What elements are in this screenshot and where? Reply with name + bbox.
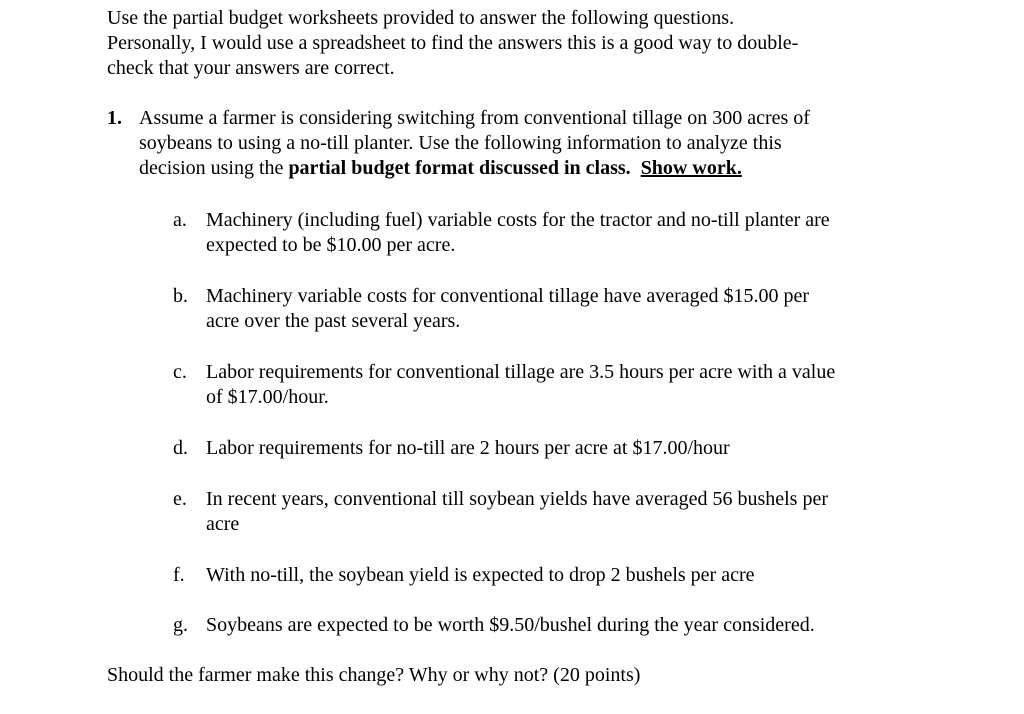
item-letter: e. [173, 488, 187, 510]
intro-line-2: Personally, I would use a spreadsheet to find the answers this is a good way to double- [107, 32, 799, 54]
item-letter: c. [173, 361, 187, 383]
show-work-note: Show work. [640, 157, 742, 179]
question-line-3 [139, 156, 899, 181]
item-text [206, 360, 906, 410]
intro-line-3: check that your answers are correct. [107, 57, 395, 79]
item-line-2: acre over the past several years. [206, 310, 461, 332]
item-letter: d. [173, 437, 188, 459]
closing-question: Should the farmer make this change? Why or why not? (20 points) [107, 664, 641, 686]
item-text [206, 436, 906, 461]
item-line-1: Labor requirements for conventional tillage are 3.5 hours per acre with a value [206, 361, 836, 383]
item-line-1: Soybeans are expected to be worth $9.50/bushel during the year considered. [206, 614, 815, 636]
item-letter: a. [173, 209, 187, 231]
question-line-3-plain: decision using the [139, 157, 289, 179]
item-text [206, 563, 906, 588]
question-emphasis: partial budget format discussed in class. [288, 157, 631, 179]
item-line-2: acre [206, 513, 240, 535]
item-line-2: of $17.00/hour. [206, 386, 329, 408]
question-line-1: Assume a farmer is considering switching from conventional tillage on 300 acres of [139, 107, 810, 129]
item-text [206, 487, 906, 537]
question-spacer [631, 157, 641, 179]
intro-paragraph [107, 6, 907, 81]
item-letter: g. [173, 614, 188, 636]
item-text [206, 208, 906, 258]
intro-line-1: Use the partial budget worksheets provided to answer the following questions. [107, 7, 735, 29]
question-line-2: soybeans to using a no-till planter. Use the following information to analyze this [139, 132, 782, 154]
item-line-2: expected to be $10.00 per acre. [206, 234, 456, 256]
item-line-1: Machinery (including fuel) variable costs for the tractor and no-till planter are [206, 209, 830, 231]
question-text [139, 106, 899, 181]
item-line-1: Machinery variable costs for conventional tillage have averaged $15.00 per [206, 285, 810, 307]
item-line-1: Labor requirements for no-till are 2 hours per acre at $17.00/hour [206, 437, 730, 459]
item-letter: f. [173, 564, 185, 586]
item-text [206, 613, 906, 638]
item-letter: b. [173, 285, 188, 307]
item-line-1: In recent years, conventional till soybean yields have averaged 56 bushels per [206, 488, 829, 510]
question-number: 1. [107, 107, 122, 129]
item-text [206, 284, 906, 334]
item-line-1: With no-till, the soybean yield is expected to drop 2 bushels per acre [206, 564, 755, 586]
